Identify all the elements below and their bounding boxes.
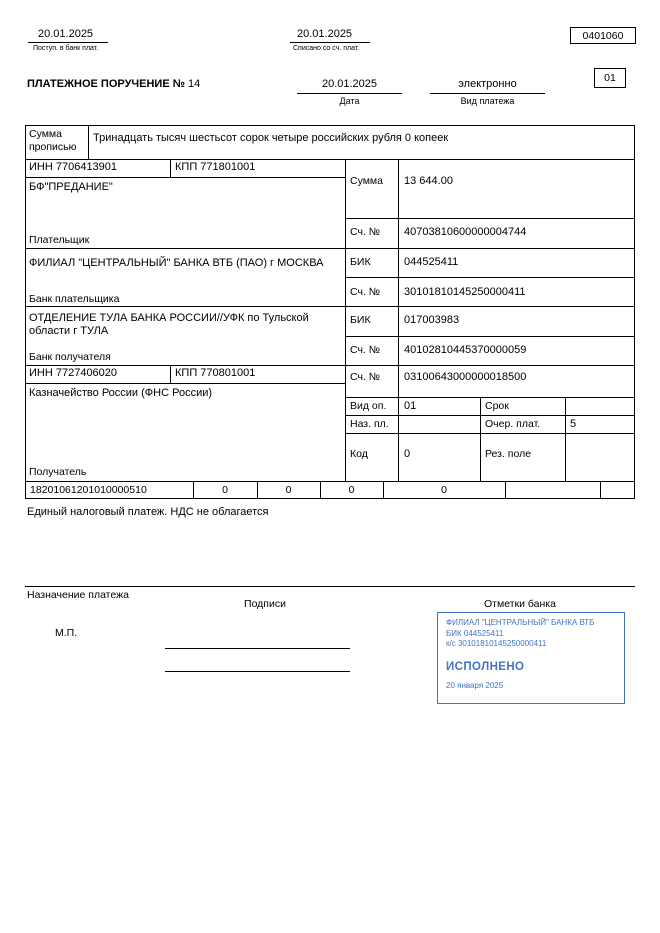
tax-field: 0	[441, 484, 447, 496]
debited-date: 20.01.2025	[297, 28, 353, 40]
debited-date-underline	[290, 42, 370, 43]
payer-status-box	[594, 68, 626, 88]
table-border	[345, 159, 346, 481]
code-value: 0	[404, 448, 411, 460]
table-border	[25, 383, 345, 384]
table-border	[25, 125, 635, 126]
tax-field: 0	[285, 484, 292, 496]
table-border	[345, 397, 635, 398]
payment-purpose-caption: Назначение платежа	[27, 589, 129, 601]
beneficiary-account-value: 03100643000000018500	[404, 371, 527, 383]
payer-account-label: Сч. №	[350, 226, 381, 238]
form-code-box	[570, 27, 636, 44]
table-border	[398, 159, 399, 481]
table-border	[25, 248, 635, 249]
beneficiary-bank-bik-value: 017003983	[404, 314, 460, 326]
document-number: 14	[188, 78, 201, 90]
priority-value: 5	[570, 418, 577, 430]
table-border	[565, 397, 566, 481]
table-border	[25, 306, 635, 307]
table-border	[345, 415, 635, 416]
beneficiary-caption: Получатель	[29, 466, 87, 478]
table-border	[505, 481, 506, 498]
beneficiary-name: Казначейство России (ФНС России)	[29, 387, 213, 399]
table-border	[25, 177, 345, 178]
amount-value: 13 644.00	[404, 175, 453, 187]
payer-bank-bik-label: БИК	[350, 256, 371, 268]
document-date-underline	[297, 93, 402, 94]
payer-name: БФ"ПРЕДАНИЕ"	[29, 181, 113, 193]
table-border	[345, 433, 635, 434]
amount-words-value: Тринадцать тысяч шестьсот сорок четыре российских рубля 0 копеек	[93, 132, 449, 144]
tax-field-kbk: 18201061201010000510	[30, 484, 147, 496]
table-border	[345, 336, 635, 337]
payment-kind: электронно	[458, 78, 517, 90]
document-title-label: ПЛАТЕЖНОЕ ПОРУЧЕНИЕ №	[27, 78, 185, 90]
beneficiary-account-label: Сч. №	[350, 371, 381, 383]
payer-caption: Плательщик	[29, 234, 90, 246]
received-date-underline	[28, 42, 108, 43]
payer-account-value: 40703810600000004744	[404, 226, 527, 238]
beneficiary-bank-name: ОТДЕЛЕНИЕ ТУЛА БАНКА РОССИИ//УФК по Тульской области г ТУЛА	[29, 312, 309, 337]
amount-label: Сумма	[350, 175, 383, 187]
table-border	[25, 498, 635, 499]
table-border	[345, 277, 635, 278]
payer-bank-name: ФИЛИАЛ "ЦЕНТРАЛЬНЫЙ" БАНКА ВТБ (ПАО) г МОСКВА	[29, 257, 324, 269]
table-border	[600, 481, 601, 498]
bank-stamp	[437, 612, 625, 704]
stamp-place-label: М.П.	[55, 627, 78, 639]
stamp-date: 20 января 2025	[446, 681, 504, 690]
tax-field: 0	[348, 484, 355, 496]
beneficiary-bank-account-value: 40102810445370000059	[404, 344, 527, 356]
code-label: Код	[350, 448, 368, 460]
form-code: 0401060	[582, 29, 624, 42]
beneficiary-bank-caption: Банк получателя	[29, 351, 111, 363]
table-border	[170, 159, 171, 177]
stamp-status: ИСПОЛНЕНО	[446, 660, 525, 673]
beneficiary-inn: ИНН 7727406020	[29, 367, 118, 379]
table-border	[634, 125, 635, 499]
bank-marks-caption: Отметки банка	[484, 598, 556, 610]
priority-label: Очер. плат.	[485, 418, 541, 430]
table-border	[25, 481, 635, 482]
debited-date-caption: Списано со сч. плат.	[293, 45, 360, 52]
payer-bank-account-label: Сч. №	[350, 286, 381, 298]
payment-purpose-text: Единый налоговый платеж. НДС не облагается	[27, 506, 269, 518]
purpose-code-label: Наз. пл.	[350, 418, 389, 430]
beneficiary-bank-bik-label: БИК	[350, 314, 371, 326]
document-title	[27, 78, 200, 91]
table-border	[170, 365, 171, 383]
payer-inn: ИНН 7706413901	[29, 161, 118, 173]
op-type-value: 01	[404, 400, 417, 412]
amount-words-label: Сумма прописью	[29, 128, 77, 153]
table-border	[480, 397, 481, 481]
table-border	[25, 365, 635, 366]
table-border	[25, 159, 635, 160]
payer-bank-account-value: 30101810145250000411	[404, 286, 526, 298]
stamp-corr-account: к/с 30101810145250000411	[446, 639, 547, 648]
signatures-caption: Подписи	[244, 598, 286, 610]
received-date-caption: Поступ. в банк плат.	[33, 45, 99, 52]
purpose-underline	[25, 586, 635, 587]
term-label: Срок	[485, 400, 509, 412]
table-border	[25, 125, 26, 499]
payer-kpp: КПП 771801001	[175, 161, 256, 173]
table-border	[345, 218, 635, 219]
reserve-field-label: Рез. поле	[485, 448, 532, 460]
payer-status-code: 01	[604, 72, 616, 84]
beneficiary-bank-account-label: Сч. №	[350, 344, 381, 356]
signature-line	[165, 671, 350, 672]
payer-bank-bik-value: 044525411	[404, 256, 459, 268]
received-date: 20.01.2025	[38, 28, 94, 40]
document-date: 20.01.2025	[321, 78, 378, 90]
payment-kind-underline	[430, 93, 545, 94]
payment-kind-caption: Вид платежа	[460, 96, 515, 106]
payer-bank-caption: Банк плательщика	[29, 293, 120, 305]
table-border	[88, 125, 89, 159]
stamp-bik: БИК 044525411	[446, 628, 504, 638]
tax-field: 0	[222, 484, 228, 496]
op-type-label: Вид оп.	[350, 400, 387, 412]
signature-line	[165, 648, 350, 649]
document-date-caption: Дата	[339, 96, 360, 106]
stamp-bank-name: ФИЛИАЛ "ЦЕНТРАЛЬНЫЙ" БАНКА ВТБ	[446, 618, 595, 627]
beneficiary-kpp: КПП 770801001	[175, 367, 256, 379]
